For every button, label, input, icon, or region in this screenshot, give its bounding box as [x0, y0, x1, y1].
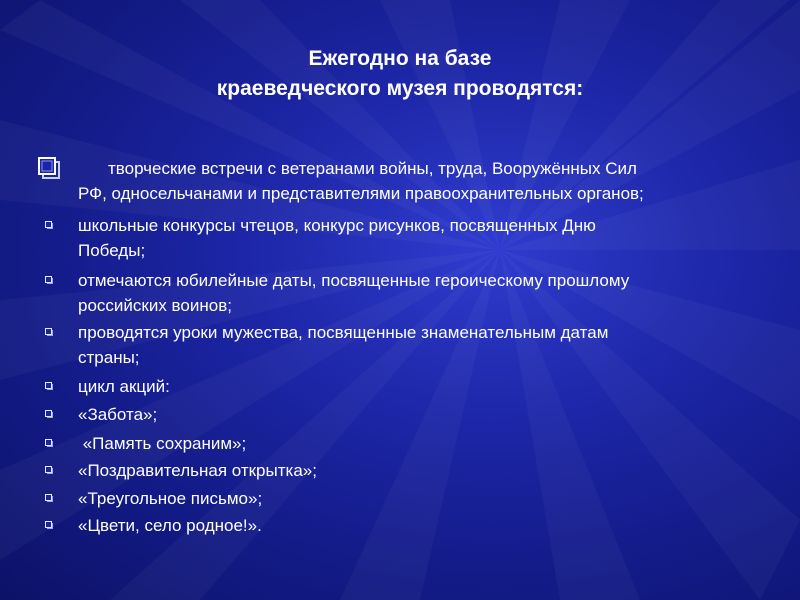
list-item: [78, 156, 768, 206]
square-bullet-icon: [45, 328, 53, 336]
list-item-text-line: «Поздравительная открытка»;: [78, 461, 317, 480]
list-item-text-line: школьные конкурсы чтецов, конкурс рисунков, посвященных Дню: [78, 216, 596, 235]
list-item-text-line: «Память сохраним»;: [78, 434, 247, 453]
list-item: [78, 458, 768, 483]
list-item: [78, 486, 768, 511]
list-item-text-line: «Треугольное письмо»;: [78, 489, 263, 508]
slide-title-line-1: Ежегодно на базе: [308, 47, 492, 70]
list-item-text-line: цикл акций:: [78, 377, 170, 396]
list-item: [78, 513, 768, 538]
list-item-text-line: проводятся уроки мужества, посвященные знаменательным датам: [78, 323, 609, 342]
list-item-text-line: отмечаются юбилейные даты, посвященные героическому прошлому: [78, 271, 630, 290]
list-item-text-line: РФ, односельчанами и представителями правоохранительных органов;: [78, 184, 644, 203]
slide-title-line-2: краеведческого музея проводятся:: [216, 77, 584, 100]
list-item: [78, 431, 768, 456]
square-bullet-icon: [45, 521, 53, 529]
list-item: [78, 268, 768, 318]
list-item: [78, 374, 768, 399]
square-bullet-icon: [45, 382, 53, 390]
list-item-text-line: Победы;: [78, 241, 146, 260]
list-item-text-line: творческие встречи с ветеранами войны, труда, Вооружённых Сил: [108, 159, 637, 178]
slide-title: [0, 44, 800, 104]
square-bullet-icon: [45, 494, 53, 502]
square-bullet-icon: [45, 221, 53, 229]
list-item: [78, 213, 768, 263]
square-bullet-icon: [45, 410, 53, 418]
square-bullet-icon: [45, 466, 53, 474]
list-item-text-line: «Цвети, село родное!».: [78, 516, 262, 535]
list-item-text-line: страны;: [78, 348, 140, 367]
large-square-bullet-icon: [37, 156, 61, 180]
square-bullet-icon: [45, 276, 53, 284]
list-item: [78, 402, 768, 427]
list-item-text-line: российских воинов;: [78, 296, 232, 315]
list-item: [78, 320, 768, 370]
square-bullet-icon: [45, 439, 53, 447]
list-item-text-line: «Забота»;: [78, 405, 158, 424]
